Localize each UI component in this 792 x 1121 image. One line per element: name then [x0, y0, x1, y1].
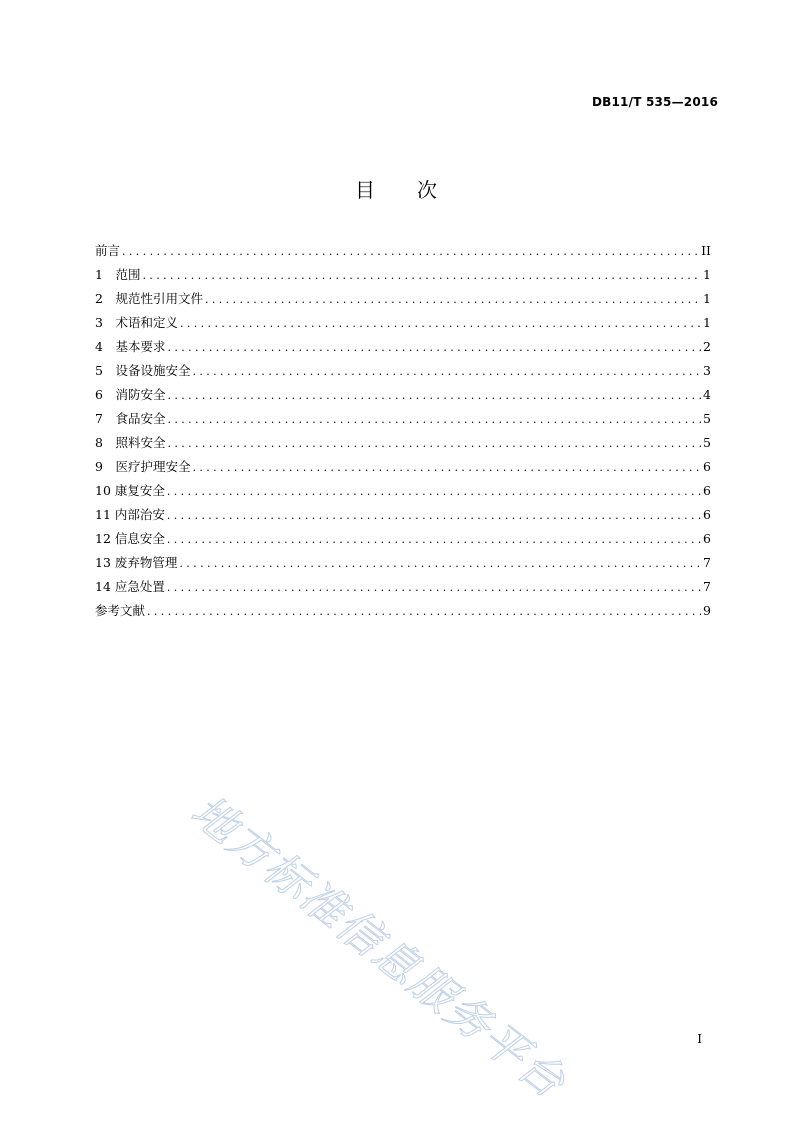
toc-entry[interactable] [95, 572, 711, 596]
toc-leader-dots [167, 506, 701, 524]
toc-entry-label: 7 食品安全 [95, 411, 166, 426]
toc-entry-label: 12 信息安全 [95, 531, 165, 546]
toc-leader-dots [179, 554, 701, 572]
toc-entry-label: 10 康复安全 [95, 483, 165, 498]
toc-entry[interactable] [95, 380, 711, 404]
toc-leader-dots [167, 338, 701, 356]
toc-entry-page: 1 [703, 291, 711, 306]
toc-leader-dots [142, 266, 701, 284]
toc-leader-dots [167, 530, 701, 548]
toc-entry-page: II [701, 243, 711, 258]
toc-entry-page: 4 [703, 387, 711, 402]
toc-entry[interactable] [95, 428, 711, 452]
toc-entry-label: 9 医疗护理安全 [95, 459, 191, 474]
toc-entry-label: 3 术语和定义 [95, 315, 178, 330]
toc-entry-page: 6 [703, 459, 711, 474]
toc-entry-label: 13 废弃物管理 [95, 555, 178, 570]
toc-entry-page: 1 [703, 315, 711, 330]
toc-leader-dots [192, 362, 701, 380]
toc-entry-page: 5 [703, 435, 711, 450]
toc-entry[interactable] [95, 452, 711, 476]
document-code: DB11/T 535—2016 [592, 95, 718, 109]
toc-leader-dots [180, 314, 701, 332]
toc-leader-dots [192, 458, 701, 476]
toc-entry[interactable] [95, 284, 711, 308]
toc-entry[interactable] [95, 596, 711, 620]
toc-leader-dots [122, 242, 699, 260]
toc-entry[interactable] [95, 524, 711, 548]
toc-entry-page: 6 [703, 507, 711, 522]
toc-leader-dots [167, 386, 701, 404]
title-char-left: 目 [355, 178, 375, 202]
toc-entry[interactable] [95, 236, 711, 260]
toc-leader-dots [147, 602, 701, 620]
toc-entry-page: 2 [703, 339, 711, 354]
title-char-right: 次 [417, 178, 437, 202]
toc-entry-label: 14 应急处置 [95, 579, 165, 594]
toc-leader-dots [167, 410, 701, 428]
toc-entry-label: 前言 [95, 243, 121, 258]
toc-entry[interactable] [95, 332, 711, 356]
watermark: 地方标准信息服务平台 [181, 785, 576, 1109]
toc-entry[interactable] [95, 260, 711, 284]
toc-entry-page: 1 [703, 267, 711, 282]
toc-entry-label: 2 规范性引用文件 [95, 291, 203, 306]
toc-leader-dots [167, 578, 701, 596]
toc-leader-dots [167, 482, 701, 500]
toc-entry-label: 1 范围 [95, 267, 141, 282]
page-title [0, 174, 792, 203]
toc-entry-label: 6 消防安全 [95, 387, 166, 402]
toc-entry[interactable] [95, 356, 711, 380]
toc-entry[interactable] [95, 476, 711, 500]
toc-entry-page: 5 [703, 411, 711, 426]
toc-entry-label: 参考文献 [95, 603, 146, 618]
toc-entry-label: 8 照料安全 [95, 435, 166, 450]
toc-entry-label: 5 设备设施安全 [95, 363, 191, 378]
toc-leader-dots [167, 434, 701, 452]
toc-entry-page: 7 [703, 555, 711, 570]
toc-entry-page: 9 [703, 603, 711, 618]
toc-entry[interactable] [95, 548, 711, 572]
table-of-contents [95, 236, 711, 620]
toc-entry[interactable] [95, 308, 711, 332]
toc-entry-page: 6 [703, 531, 711, 546]
toc-entry-page: 3 [703, 363, 711, 378]
toc-entry-label: 4 基本要求 [95, 339, 166, 354]
toc-entry[interactable] [95, 500, 711, 524]
toc-entry[interactable] [95, 404, 711, 428]
toc-leader-dots [205, 290, 701, 308]
toc-entry-label: 11 内部治安 [95, 507, 165, 522]
toc-entry-page: 6 [703, 483, 711, 498]
toc-entry-page: 7 [703, 579, 711, 594]
page-number: I [697, 1032, 702, 1046]
